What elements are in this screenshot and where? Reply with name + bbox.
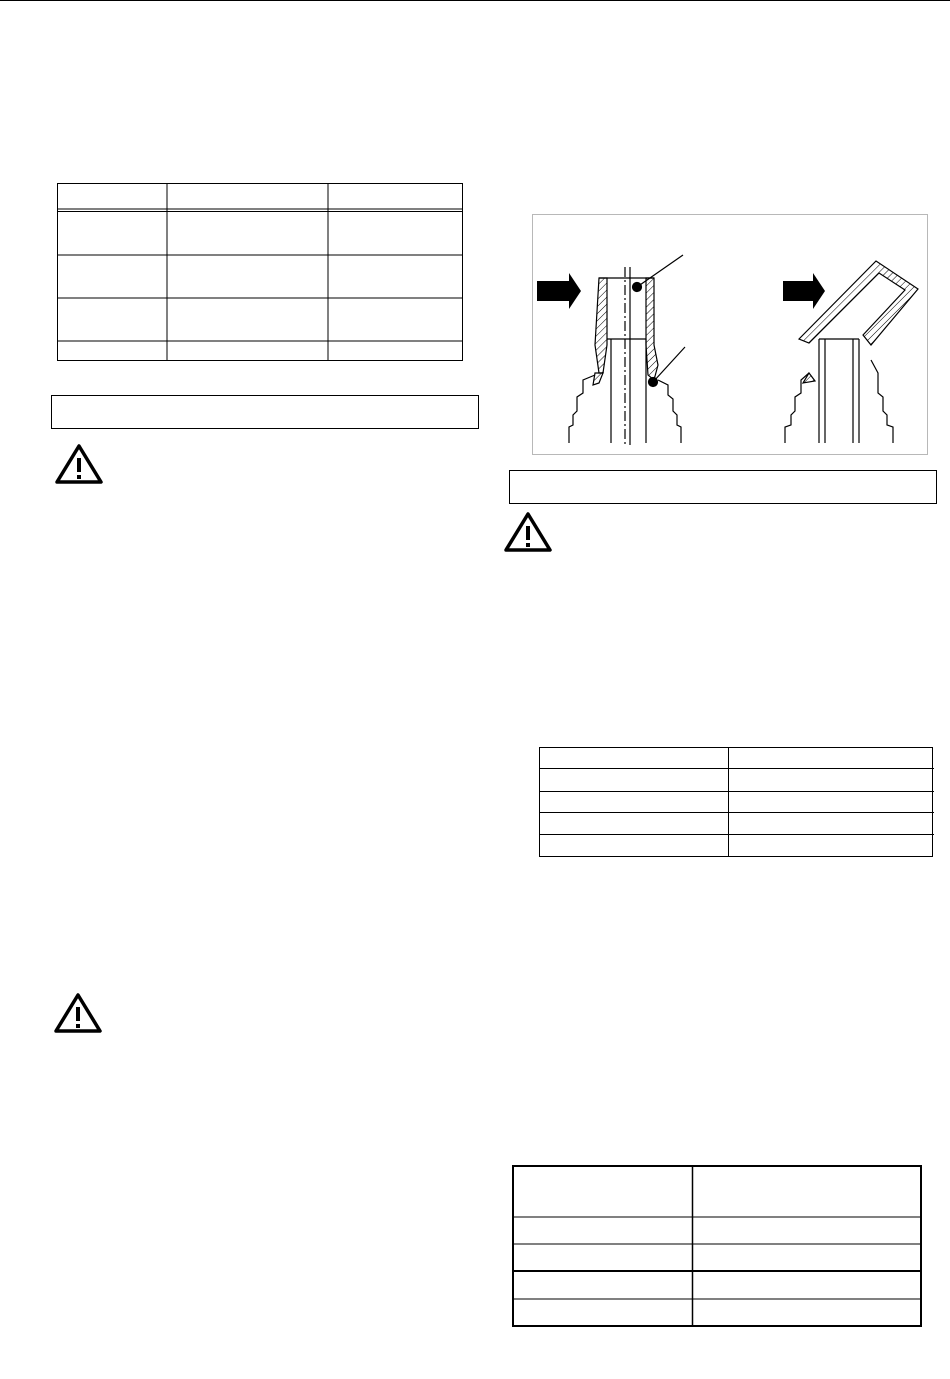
arrow-right-icon — [783, 273, 825, 309]
pipe-fitting-figure — [532, 214, 928, 455]
arrow-right-icon — [537, 273, 581, 309]
warning-triangle-icon — [503, 511, 553, 553]
table-3 — [512, 1165, 922, 1327]
warning-triangle-icon — [53, 992, 103, 1034]
table-2 — [539, 747, 934, 858]
table-2-grid — [539, 747, 934, 858]
warning-triangle-icon — [54, 443, 104, 485]
table-1 — [57, 183, 463, 362]
angled-pipe-section — [783, 261, 918, 443]
section-heading-box-2 — [509, 470, 937, 504]
table-3-grid — [512, 1165, 922, 1327]
straight-pipe-section — [537, 255, 685, 445]
top-rule — [0, 0, 950, 1]
pipe-fitting-diagram — [533, 215, 929, 456]
section-heading-box-1 — [51, 395, 479, 429]
table-1-grid — [57, 183, 463, 362]
